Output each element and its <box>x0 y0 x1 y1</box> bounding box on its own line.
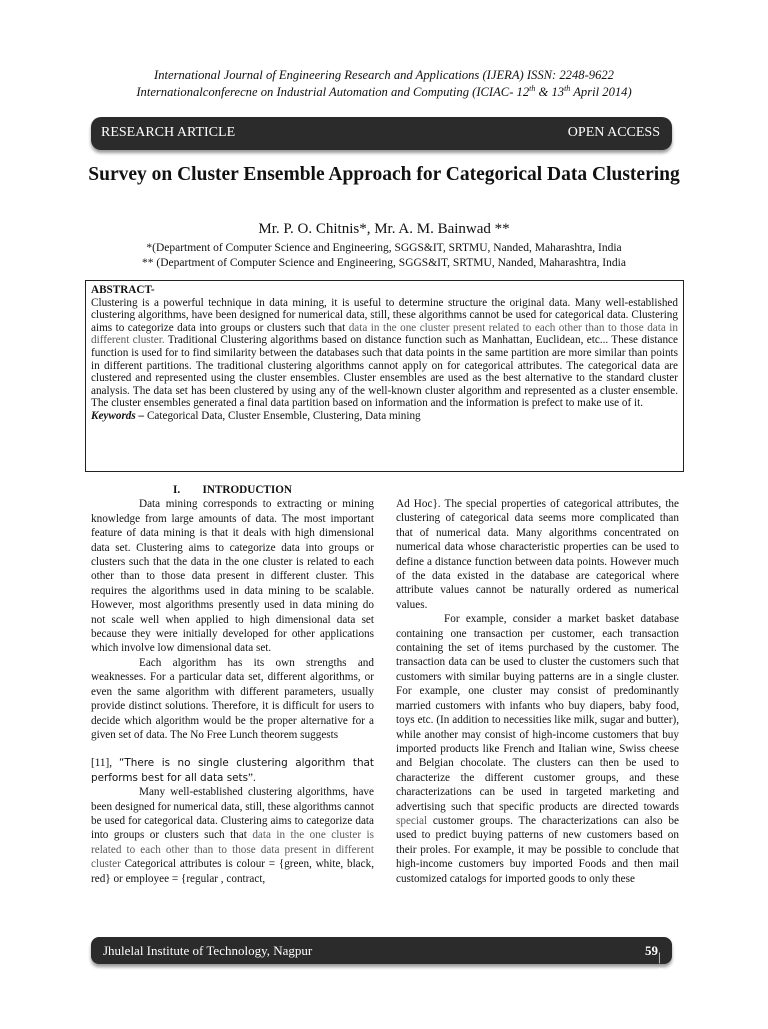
affiliation-2: ** (Department of Computer Science and Engineering, SGGS&IT, SRTMU, Nanded, Maharashtra, India <box>142 257 626 269</box>
paragraph-highlight: special <box>396 814 428 827</box>
paragraph: Ad Hoc}. The special properties of categorical attributes, the clustering of categorical data seems more complicated than that of numerical data. Many algorithms concentrated on numerical data whose characteristic properties can be used to define a distance function between data points. However much of the data existed in the database are categorical where attribute values cannot be naturally ordered as numerical values. <box>396 498 679 611</box>
paragraph <box>396 612 679 886</box>
page-label: | P a g e <box>658 949 665 1028</box>
article-type-banner <box>91 117 672 150</box>
abstract-text-part: Clustering is a powerful technique in data mining, it is useful to determine structure the original data. Many well-established clustering algorithms, have been designed for numerical data, still, these algorithms cannot be used for categorical data. Clustering aims to categorize data into groups or clusters such that <box>91 296 678 334</box>
open-access-label: OPEN ACCESS <box>567 125 660 140</box>
research-article-label: RESEARCH ARTICLE <box>101 125 236 140</box>
conference-text: & 13 <box>535 85 565 100</box>
section-heading-introduction: I. INTRODUCTION <box>172 484 293 496</box>
institute-name: Jhulelal Institute of Technology, Nagpur <box>103 943 313 958</box>
paragraph: Data mining corresponds to extracting or mining knowledge from large amounts of data. The most important feature of data mining is that it deals with high dimensional data set. Clustering aims to categorize data into groups or clusters such that the data in the one cluster is related to each other than to those data present in different cluster. This requires the algorithms used in data mining to be scalable. However, most algorithms presently used in data mining do not scale well when applied to high dimensional data set because they were initially developed for other applications which involve low dimensional data set. <box>91 498 374 655</box>
conference-text: April 2014) <box>570 85 632 100</box>
conference-text: Internationalconferecne on Industrial Automation and Computing (ICIAC- 12 <box>136 85 530 100</box>
conference-header <box>0 84 768 100</box>
affiliation-1: *(Department of Computer Science and Engineering, SGGS&IT, SRTMU, Nanded, Maharashtra, India <box>146 242 622 254</box>
paper-authors: Mr. P. O. Chitnis*, Mr. A. M. Bainwad ** <box>258 221 510 237</box>
abstract-heading: ABSTRACT- <box>91 284 155 296</box>
paper-title: Survey on Cluster Ensemble Approach for Categorical Data Clustering <box>88 164 680 185</box>
quote-text: “There is no single clustering algorithm that performs best for all data sets <box>91 757 374 784</box>
keywords: Categorical Data, Cluster Ensemble, Clustering, Data mining <box>146 409 421 422</box>
keywords-label: Keywords – <box>91 409 147 422</box>
quote-paragraph <box>91 756 374 785</box>
paragraph-text: customer groups. The characterizations can also be used to predict buying patterns of new customers based on their proles. For example, it may be possible to conclude that high-income customers buy imported Foods and then mail customized catalogs for imported goods to only these <box>396 814 679 885</box>
abstract-highlight: data in the one cluster present related to each other than to those data in different cluster. <box>91 321 679 347</box>
superscript: th <box>564 84 571 93</box>
keywords-line <box>91 410 678 423</box>
paragraph-text: Many well-established clustering algorithms, have been designed for numerical data, still, these algorithms cannot be used for categorical data. Clustering aims to categorize data into groups or clusters such that <box>91 786 374 842</box>
paragraph <box>91 785 374 886</box>
page-footer <box>91 937 672 1028</box>
journal-header: International Journal of Engineering Research and Applications (IJERA) ISSN: 2248-9622 <box>154 68 614 82</box>
paragraph-text: Categorical attributes is colour = {green, white, black, red} or employee = {regular , contract, <box>91 858 374 885</box>
abstract-text-part: Traditional Clustering algorithms based on distance function such as Manhattan, Euclidean, etc... These distance function is used for to find similarity between the databases such that data points in the same partition are more similar than points in different partitions. The traditional clustering algorithms cannot apply on for categorical attributes. The categorical data are clustered and represented using the cluster ensembles. Cluster ensembles are used as the best alternative to the standard cluster analysis. The data set has been clustered by using any of the well-known cluster algorithm and represented as a cluster ensemble. The cluster ensembles generated a final data partition based on information and the information is prefect to make use of it. <box>91 334 678 410</box>
citation: [11], <box>91 757 120 770</box>
abstract-box <box>85 280 684 472</box>
abstract-text <box>91 297 678 410</box>
page-num: 59 <box>645 943 658 958</box>
quote-end: ”. <box>248 771 256 784</box>
superscript: th <box>529 84 536 93</box>
paragraph: Each algorithm has its own strengths and weaknesses. For a particular data set, different algorithms, or even the same algorithm with different parameters, usually provide distinct solutions. Therefore, it is difficult for users to decide which algorithm would be the proper alternative for a given set of data. The No Free Lunch theorem suggests <box>91 656 374 741</box>
right-column <box>396 497 679 886</box>
page-number <box>645 943 665 1028</box>
left-column <box>91 483 374 886</box>
paragraph-text: For example, consider a market basket database containing one transaction per customer, each transaction containing the set of items purchased by the customer. The transaction data can be used to cluster the customers such that customers with similar buying patterns are in a single cluster. For example, one cluster may consist of predominantly married customers with infants who buy diapers, baby food, toys etc. (In addition to necessities like milk, sugar and butter), while another may consist of high-income customers that buy imported products like French and Italian wine, Swiss cheese and Belgian chocolate. The clusters can then be used to characterize the different customer groups, and these characterizations can be used in targeted marketing and advertising such that specific products are directed towards <box>396 613 679 813</box>
paragraph-highlight: data in the one cluster is related to each other than to those data present in different cluster <box>91 829 374 871</box>
